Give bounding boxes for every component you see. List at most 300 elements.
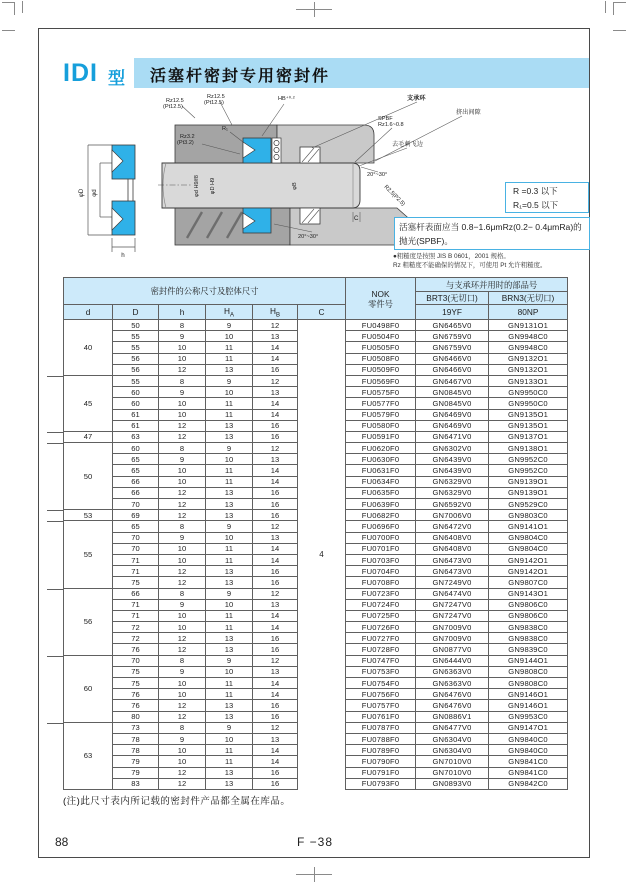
group-separator-tick [47, 510, 63, 511]
cell-brt3-part-number: GN6476V0 [416, 689, 489, 700]
cell-HA: 10 [206, 454, 253, 465]
cell-h: 12 [159, 364, 206, 375]
cell-brt3-part-number: GN6439V0 [416, 454, 489, 465]
page-number: 88 [55, 835, 69, 849]
cell-nok-part-number: FU0682F0 [346, 510, 416, 521]
cell-brn3-part-number: GN9137O1 [489, 431, 568, 442]
table-row [64, 320, 568, 331]
header-col-d: d [64, 305, 113, 320]
cell-HA: 11 [206, 543, 253, 554]
spbf-roughness-label: Rz1.6~0.8 [378, 122, 404, 128]
cell-nok-part-number: FU0793F0 [346, 778, 416, 789]
cell-HB: 13 [253, 331, 298, 342]
header-col-80np: 80NP [489, 305, 568, 320]
group-separator-tick [47, 723, 63, 724]
cell-HB: 13 [253, 666, 298, 677]
extrusion-gap-label: 挤出间隙 [456, 109, 481, 116]
cell-h: 9 [159, 331, 206, 342]
deburr-label: 去毛刺飞边 [392, 141, 423, 148]
cell-D: 73 [113, 722, 159, 733]
cell-h: 10 [159, 476, 206, 487]
cell-D: 60 [113, 398, 159, 409]
cell-HB: 14 [253, 756, 298, 767]
cell-HA: 13 [206, 487, 253, 498]
cell-D: 70 [113, 543, 159, 554]
group-separator-tick [47, 443, 63, 444]
cell-nok-part-number: FU0696F0 [346, 521, 416, 532]
group-separator-tick [47, 432, 63, 433]
cell-HB: 16 [253, 644, 298, 655]
cell-brn3-part-number: GN9142O1 [489, 566, 568, 577]
cell-nok-part-number: FU0761F0 [346, 711, 416, 722]
cell-brn3-part-number: GN9807C0 [489, 577, 568, 588]
crop-mark-top-right [613, 2, 626, 3]
cell-nok-part-number: FU0728F0 [346, 644, 416, 655]
cell-D: 66 [113, 476, 159, 487]
crop-mark-top-right-v [613, 2, 614, 15]
cell-HB: 14 [253, 465, 298, 476]
cell-D: 75 [113, 678, 159, 689]
cell-nok-part-number: FU0791F0 [346, 767, 416, 778]
cell-HA: 13 [206, 431, 253, 442]
cell-d: 60 [64, 655, 113, 722]
cell-nok-part-number: FU0754F0 [346, 678, 416, 689]
cell-nok-part-number: FU0708F0 [346, 577, 416, 588]
crop-mark-top-left-dash [2, 30, 15, 31]
cell-brt3-part-number: GN6408V0 [416, 532, 489, 543]
cell-HB: 16 [253, 700, 298, 711]
seal-dimension-table [63, 277, 568, 790]
cell-nok-part-number: FU0579F0 [346, 409, 416, 420]
group-separator-tick [47, 376, 63, 377]
cell-nok-part-number: FU0724F0 [346, 599, 416, 610]
cell-brt3-part-number: GN6329V0 [416, 476, 489, 487]
cell-brn3-part-number: GN9840C0 [489, 733, 568, 744]
header-brn3: BRN3(无切口) [489, 292, 568, 305]
cell-h: 10 [159, 678, 206, 689]
roughness-notes [393, 252, 593, 270]
cell-d: 40 [64, 320, 113, 376]
cell-D: 78 [113, 745, 159, 756]
cell-nok-part-number: FU0790F0 [346, 756, 416, 767]
cell-brn3-part-number: GN9142O1 [489, 554, 568, 565]
cell-D: 60 [113, 443, 159, 454]
cell-HA: 11 [206, 678, 253, 689]
cell-HB: 12 [253, 655, 298, 666]
cell-HA: 11 [206, 465, 253, 476]
page-title: 活塞杆密封专用密封件 [150, 68, 331, 85]
cell-HA: 13 [206, 778, 253, 789]
cell-brn3-part-number: GN9950C0 [489, 387, 568, 398]
cell-HB: 16 [253, 420, 298, 431]
cell-D: 61 [113, 420, 159, 431]
cell-HA: 10 [206, 666, 253, 677]
cell-HA: 13 [206, 767, 253, 778]
cell-brt3-part-number: GN6444V0 [416, 655, 489, 666]
cell-h: 10 [159, 610, 206, 621]
cell-HB: 16 [253, 510, 298, 521]
cell-D: 71 [113, 554, 159, 565]
cell-HA: 11 [206, 409, 253, 420]
cell-d: 47 [64, 431, 113, 442]
r25-label: R2.5(P2.5) [382, 184, 406, 208]
cell-brn3-part-number: GN9144O1 [489, 655, 568, 666]
header-col-ha: $H_A$ [206, 305, 253, 320]
cell-brn3-part-number: GN9840C0 [489, 745, 568, 756]
cell-D: 80 [113, 711, 159, 722]
r-value-line1: R =0.3 以下 [513, 186, 558, 196]
cell-D: 60 [113, 387, 159, 398]
cell-HA: 11 [206, 756, 253, 767]
cell-brt3-part-number: GN6469V0 [416, 420, 489, 431]
cell-h: 12 [159, 577, 206, 588]
cell-D: 66 [113, 487, 159, 498]
cell-HB: 12 [253, 722, 298, 733]
header-combo-title: 与支承环并用时的部品号 [416, 278, 568, 292]
cell-HB: 14 [253, 689, 298, 700]
cell-brn3-part-number: GN9952C0 [489, 454, 568, 465]
cell-brn3-part-number: GN9808C0 [489, 666, 568, 677]
chamfer-angle-bottom-label: 20°~30° [298, 234, 319, 240]
crop-mark-top-left-v [14, 2, 15, 15]
cell-h: 9 [159, 532, 206, 543]
cell-h: 10 [159, 554, 206, 565]
cell-h: 12 [159, 633, 206, 644]
catalog-page-number: F −38 [297, 835, 334, 849]
roughness-note-1: ●粗糙度是按照 JIS B 0601，2001 规格。 [393, 253, 510, 260]
cell-d: 50 [64, 443, 113, 510]
cell-brt3-part-number: GN0893V0 [416, 778, 489, 789]
cell-brt3-part-number: GN0845V0 [416, 387, 489, 398]
cell-nok-part-number: FU0575F0 [346, 387, 416, 398]
surface-finish-label-1: Rz12.5 [166, 98, 184, 104]
cell-brn3-part-number: GN9139O1 [489, 487, 568, 498]
cell-brn3-part-number: GN9141O1 [489, 521, 568, 532]
r1-label: R₁ [222, 126, 228, 132]
cell-HB: 13 [253, 733, 298, 744]
r-value-box [505, 182, 589, 213]
cell-brt3-part-number: GN7010V0 [416, 756, 489, 767]
cell-HA: 11 [206, 342, 253, 353]
cell-brn3-part-number: GN9841C0 [489, 767, 568, 778]
cell-h: 8 [159, 443, 206, 454]
cell-HA: 11 [206, 622, 253, 633]
cell-D: 76 [113, 644, 159, 655]
cell-brn3-part-number: GN9133O1 [489, 375, 568, 386]
cell-D: 55 [113, 342, 159, 353]
cell-brt3-part-number: GN6439V0 [416, 465, 489, 476]
cell-nok-part-number: FU0631F0 [346, 465, 416, 476]
cell-h: 9 [159, 666, 206, 677]
cell-HB: 16 [253, 566, 298, 577]
cell-nok-part-number: FU0753F0 [346, 666, 416, 677]
cell-brt3-part-number: GN6759V0 [416, 331, 489, 342]
cell-HB: 16 [253, 778, 298, 789]
cell-brt3-part-number: GN6465V0 [416, 320, 489, 331]
cell-D: 76 [113, 689, 159, 700]
cell-HA: 9 [206, 320, 253, 331]
cell-brt3-part-number: GN6592V0 [416, 499, 489, 510]
cell-brt3-part-number: GN6304V0 [416, 745, 489, 756]
cell-brt3-part-number: GN6466V0 [416, 353, 489, 364]
cell-D: 70 [113, 499, 159, 510]
cell-brn3-part-number: GN9952C0 [489, 465, 568, 476]
cell-h: 12 [159, 420, 206, 431]
cell-d: 45 [64, 375, 113, 431]
cell-brn3-part-number: GN9839C0 [489, 644, 568, 655]
cell-brn3-part-number: GN9139O1 [489, 476, 568, 487]
surface-finish-label-2: Rz12.5 [207, 94, 225, 100]
hb-tolerance-label: HB⁺⁰·² [278, 96, 295, 102]
cell-nok-part-number: FU0620F0 [346, 443, 416, 454]
cell-brt3-part-number: GN0886V1 [416, 711, 489, 722]
cell-HA: 9 [206, 722, 253, 733]
cell-h: 12 [159, 431, 206, 442]
cell-brn3-part-number: GN9806C0 [489, 599, 568, 610]
cell-nok-part-number: FU0634F0 [346, 476, 416, 487]
cell-nok-part-number: FU0725F0 [346, 610, 416, 621]
surface-finish-label-1b: (Pt12.5) [163, 104, 183, 110]
cell-HB: 12 [253, 443, 298, 454]
cell-HB: 16 [253, 577, 298, 588]
header-col-d: D [113, 305, 159, 320]
cell-HA: 13 [206, 420, 253, 431]
cell-D: 83 [113, 778, 159, 789]
cell-h: 8 [159, 521, 206, 532]
cell-nok-part-number: FU0703F0 [346, 554, 416, 565]
cell-nok-part-number: FU0789F0 [346, 745, 416, 756]
header-col-h: h [159, 305, 206, 320]
cell-nok-part-number: FU0747F0 [346, 655, 416, 666]
cell-brt3-part-number: GN0845V0 [416, 398, 489, 409]
cell-C: 4 [298, 320, 346, 790]
cell-D: 65 [113, 454, 159, 465]
cell-h: 10 [159, 745, 206, 756]
cell-h: 12 [159, 499, 206, 510]
cell-h: 10 [159, 465, 206, 476]
cell-h: 12 [159, 510, 206, 521]
cell-HA: 11 [206, 353, 253, 364]
cell-HB: 14 [253, 543, 298, 554]
cell-h: 10 [159, 756, 206, 767]
cell-h: 8 [159, 375, 206, 386]
cell-D: 55 [113, 375, 159, 386]
crop-mark-top-right-dash [613, 30, 626, 31]
cell-brt3-part-number: GN6363V0 [416, 666, 489, 677]
bore-fit-label: φD H9 [210, 177, 216, 195]
cell-nok-part-number: FU0757F0 [346, 700, 416, 711]
cell-HA: 13 [206, 577, 253, 588]
table-body [64, 320, 568, 790]
cell-HB: 14 [253, 610, 298, 621]
surface-finish-label-2b: (Pt12.5) [204, 100, 224, 106]
backup-ring [272, 138, 281, 163]
cell-brt3-part-number: GN6363V0 [416, 678, 489, 689]
register-cross-bottom-v [314, 867, 315, 882]
cell-nok-part-number: FU0591F0 [346, 431, 416, 442]
cell-brn3-part-number: GN9146O1 [489, 689, 568, 700]
cell-D: 70 [113, 532, 159, 543]
cell-HA: 10 [206, 331, 253, 342]
cell-brt3-part-number: GN7247V0 [416, 610, 489, 621]
cell-HB: 16 [253, 633, 298, 644]
cell-HB: 14 [253, 678, 298, 689]
cell-nok-part-number: FU0504F0 [346, 331, 416, 342]
cell-D: 50 [113, 320, 159, 331]
cell-HB: 12 [253, 588, 298, 599]
cell-brn3-part-number: GN9804C0 [489, 532, 568, 543]
cell-h: 9 [159, 387, 206, 398]
cell-brn3-part-number: GN9806C0 [489, 610, 568, 621]
cell-brn3-part-number: GN9135O1 [489, 409, 568, 420]
cell-HB: 13 [253, 387, 298, 398]
cell-HB: 16 [253, 431, 298, 442]
cell-d: 53 [64, 510, 113, 521]
cell-HB: 14 [253, 476, 298, 487]
header-col-c: C [298, 305, 346, 320]
cell-brt3-part-number: GN6759V0 [416, 342, 489, 353]
cell-brn3-part-number: GN9146O1 [489, 700, 568, 711]
dim-label-width: h [121, 252, 125, 259]
cell-D: 63 [113, 431, 159, 442]
cell-D: 66 [113, 588, 159, 599]
cell-brn3-part-number: GN9841C0 [489, 756, 568, 767]
cell-brn3-part-number: GN9529C0 [489, 499, 568, 510]
cell-HB: 14 [253, 745, 298, 756]
cell-D: 79 [113, 756, 159, 767]
dim-label-inner-diameter: φd [91, 189, 98, 197]
cell-nok-part-number: FU0756F0 [346, 689, 416, 700]
cell-HB: 13 [253, 599, 298, 610]
spbf-label: SPBF [378, 116, 393, 122]
cell-brn3-part-number: GN9803C0 [489, 510, 568, 521]
cell-D: 69 [113, 510, 159, 521]
crop-mark-top-right-tick [605, 1, 606, 13]
cell-h: 10 [159, 622, 206, 633]
cell-HB: 16 [253, 711, 298, 722]
cell-HB: 16 [253, 487, 298, 498]
cell-brt3-part-number: GN6469V0 [416, 409, 489, 420]
seal-profile-left [112, 145, 135, 235]
cell-brn3-part-number: GN9804C0 [489, 543, 568, 554]
surface-finish-note-box: 活塞杆表面应当 0.8−1.6μmRz(0.2− 0.4μmRa)的抛光(SPBF)。 [394, 217, 590, 250]
c-dimension-label: C [354, 215, 359, 222]
cell-nok-part-number: FU0787F0 [346, 722, 416, 733]
cell-brt3-part-number: GN7009V0 [416, 633, 489, 644]
cell-brn3-part-number: GN9838C0 [489, 633, 568, 644]
cell-HA: 13 [206, 364, 253, 375]
cell-HA: 11 [206, 476, 253, 487]
cell-nok-part-number: FU0700F0 [346, 532, 416, 543]
cell-nok-part-number: FU0569F0 [346, 375, 416, 386]
cell-brt3-part-number: GN7009V0 [416, 622, 489, 633]
cell-D: 55 [113, 331, 159, 342]
cell-HA: 10 [206, 532, 253, 543]
cell-HA: 11 [206, 554, 253, 565]
header-dims-title: 密封件的公称尺寸及腔体尺寸 [64, 278, 346, 305]
cell-HB: 16 [253, 499, 298, 510]
cell-HA: 13 [206, 633, 253, 644]
table-footnote: (注)此尺寸表内所记载的密封件产品都全属在库品。 [63, 796, 291, 807]
cell-HA: 9 [206, 443, 253, 454]
roughness-note-2: Rz 粗糙度不能确保的情况下，可使用 Pt 允许粗糙度。 [393, 262, 547, 269]
cell-nok-part-number: FU0509F0 [346, 364, 416, 375]
crop-mark-top-left-tick [22, 1, 23, 13]
cell-HB: 14 [253, 409, 298, 420]
cell-h: 10 [159, 353, 206, 364]
cell-brt3-part-number: GN6473V0 [416, 566, 489, 577]
cell-HA: 10 [206, 733, 253, 744]
cell-HB: 14 [253, 554, 298, 565]
cell-nok-part-number: FU0723F0 [346, 588, 416, 599]
cell-h: 10 [159, 409, 206, 420]
cell-h: 9 [159, 454, 206, 465]
cell-brn3-part-number: GN9135O1 [489, 420, 568, 431]
cell-HA: 13 [206, 644, 253, 655]
cell-HA: 10 [206, 599, 253, 610]
header-col-hb: $H_B$ [253, 305, 298, 320]
cell-h: 10 [159, 543, 206, 554]
cell-h: 8 [159, 655, 206, 666]
cell-h: 10 [159, 689, 206, 700]
cell-brt3-part-number: GN6466V0 [416, 364, 489, 375]
cell-h: 8 [159, 722, 206, 733]
cell-D: 61 [113, 409, 159, 420]
series-logo-suffix: 型 [108, 69, 125, 88]
cell-D: 78 [113, 733, 159, 744]
table-header [64, 278, 568, 320]
cell-HA: 9 [206, 588, 253, 599]
cell-nok-part-number: FU0577F0 [346, 398, 416, 409]
cell-HB: 12 [253, 320, 298, 331]
cell-h: 9 [159, 733, 206, 744]
piston-rod [158, 163, 360, 208]
cell-HA: 9 [206, 521, 253, 532]
cell-h: 8 [159, 588, 206, 599]
cell-h: 10 [159, 398, 206, 409]
cell-brt3-part-number: GN7006V0 [416, 510, 489, 521]
cell-brt3-part-number: GN6471V0 [416, 431, 489, 442]
cell-h: 12 [159, 566, 206, 577]
cell-brt3-part-number: GN7247V0 [416, 599, 489, 610]
cell-brn3-part-number: GN9842C0 [489, 778, 568, 789]
group-separator-tick [47, 656, 63, 657]
cell-HA: 13 [206, 499, 253, 510]
cell-nok-part-number: FU0704F0 [346, 566, 416, 577]
cell-HB: 13 [253, 532, 298, 543]
cell-D: 75 [113, 577, 159, 588]
cell-HB: 14 [253, 353, 298, 364]
cell-D: 56 [113, 353, 159, 364]
chamfer-angle-top-label: 20°~30° [367, 172, 388, 178]
cell-h: 12 [159, 767, 206, 778]
cell-HB: 16 [253, 767, 298, 778]
cell-brn3-part-number: GN9131O1 [489, 320, 568, 331]
cell-nok-part-number: FU0630F0 [346, 454, 416, 465]
cell-HA: 11 [206, 610, 253, 621]
cell-d: 55 [64, 521, 113, 588]
cell-brt3-part-number: GN6474V0 [416, 588, 489, 599]
cell-brn3-part-number: GN9948C0 [489, 331, 568, 342]
support-ring-label: 支承环 [407, 95, 426, 102]
cell-brt3-part-number: GN6473V0 [416, 554, 489, 565]
cell-brn3-part-number: GN9132O1 [489, 353, 568, 364]
cell-brn3-part-number: GN9808C0 [489, 678, 568, 689]
cell-D: 65 [113, 521, 159, 532]
cell-nok-part-number: FU0508F0 [346, 353, 416, 364]
cell-D: 79 [113, 767, 159, 778]
cell-D: 76 [113, 700, 159, 711]
